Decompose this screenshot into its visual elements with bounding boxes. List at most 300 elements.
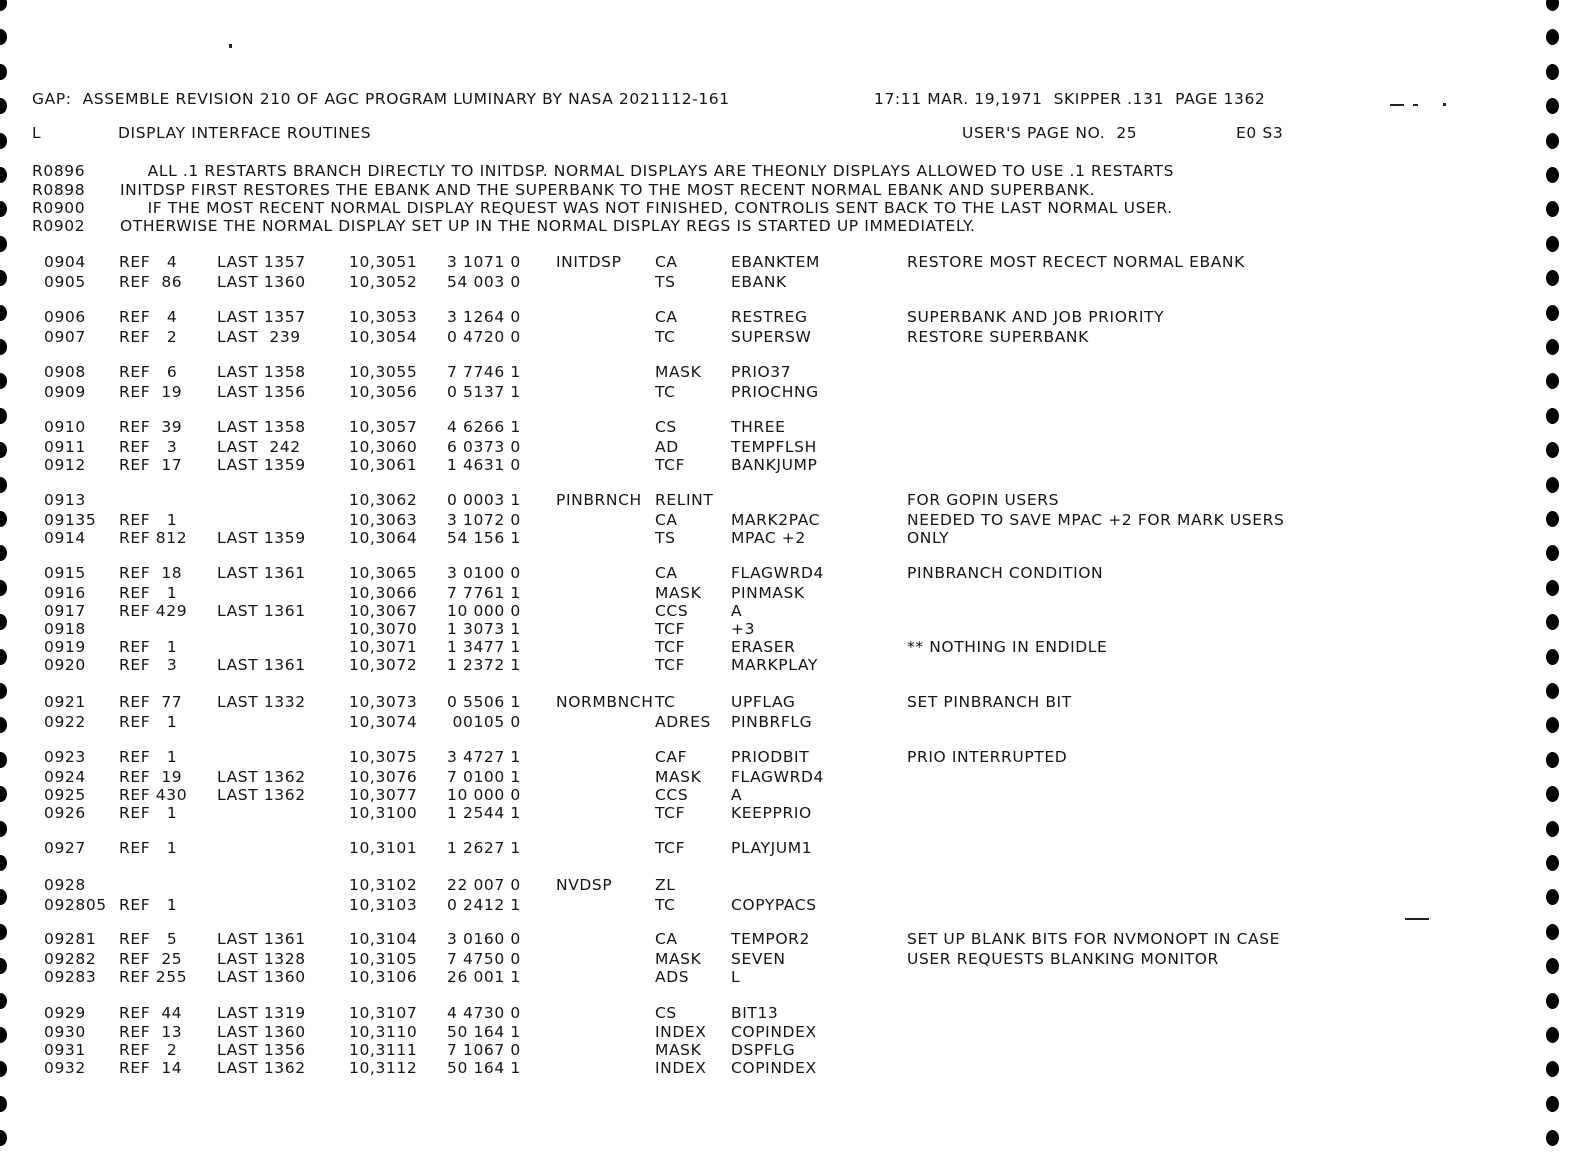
operand: A: [731, 786, 743, 804]
opcode: MASK: [655, 584, 702, 602]
feed-hole: [1546, 614, 1559, 630]
octal-word: 1 2627 1: [447, 839, 521, 857]
octal-word: 50 164 1: [447, 1059, 521, 1077]
feed-hole: [1546, 339, 1559, 355]
octal-word: 4 6266 1: [447, 418, 521, 436]
ref-count: REF 4: [119, 308, 178, 326]
feed-hole: [1546, 1061, 1559, 1077]
paper-speck: [1443, 103, 1446, 106]
line-number: 09283: [44, 968, 97, 986]
address: 10,3060: [349, 438, 418, 456]
opcode: RELINT: [655, 491, 714, 509]
last-ref: LAST 1359: [217, 529, 306, 547]
header-date-page: 17:11 MAR. 19,1971 SKIPPER .131 PAGE 1362: [874, 90, 1266, 108]
operand: MARK2PAC: [731, 511, 821, 529]
address: 10,3062: [349, 491, 418, 509]
remark-text: INITDSP FIRST RESTORES THE EBANK AND THE SUPERBANK TO THE MOST RECENT NORMAL EBANK AND SUPERBANK.: [120, 181, 1096, 199]
last-ref: LAST 242: [217, 438, 301, 456]
ref-count: REF 430: [119, 786, 188, 804]
ref-count: REF 255: [119, 968, 188, 986]
octal-word: 3 1072 0: [447, 511, 521, 529]
address: 10,3061: [349, 456, 418, 474]
feed-hole: [1546, 133, 1559, 149]
feed-hole: [0, 821, 7, 837]
ref-count: REF 812: [119, 529, 188, 547]
paper-speck: [1390, 104, 1404, 106]
feed-hole: [0, 1130, 7, 1146]
comment: SET UP BLANK BITS FOR NVMONOPT IN CASE: [907, 930, 1281, 948]
feed-hole: [0, 924, 7, 940]
comment: USER REQUESTS BLANKING MONITOR: [907, 950, 1219, 968]
paper-speck: [1413, 104, 1418, 106]
feed-hole: [1546, 1130, 1559, 1146]
feed-hole: [0, 511, 7, 527]
operand: TEMPFLSH: [731, 438, 817, 456]
feed-hole: [0, 442, 7, 458]
ref-count: REF 13: [119, 1023, 183, 1041]
operand: BANKJUMP: [731, 456, 818, 474]
opcode: CCS: [655, 786, 689, 804]
address: 10,3074: [349, 713, 418, 731]
line-number: 0927: [44, 839, 86, 857]
feed-hole: [1546, 0, 1559, 11]
opcode: CA: [655, 564, 678, 582]
feed-hole: [0, 993, 7, 1009]
last-ref: LAST 1358: [217, 418, 306, 436]
feed-hole: [0, 717, 7, 733]
ref-count: REF 1: [119, 713, 178, 731]
opcode: CS: [655, 418, 677, 436]
operand: A: [731, 602, 743, 620]
octal-word: 1 2544 1: [447, 804, 521, 822]
ref-count: REF 19: [119, 383, 183, 401]
feed-hole: [1546, 270, 1559, 286]
line-number: 0923: [44, 748, 86, 766]
feed-hole: [0, 580, 7, 596]
feed-hole: [0, 305, 7, 321]
feed-hole: [0, 752, 7, 768]
opcode: TCF: [655, 456, 686, 474]
feed-hole: [1546, 477, 1559, 493]
log-letter: L: [32, 124, 42, 142]
last-ref: LAST 1360: [217, 1023, 306, 1041]
comment: RESTORE SUPERBANK: [907, 328, 1089, 346]
address: 10,3106: [349, 968, 418, 986]
feed-hole: [0, 649, 7, 665]
opcode: INDEX: [655, 1023, 707, 1041]
operand: FLAGWRD4: [731, 564, 824, 582]
line-number: 09281: [44, 930, 97, 948]
line-number: 0905: [44, 273, 86, 291]
last-ref: LAST 1361: [217, 602, 306, 620]
line-number: 0914: [44, 529, 86, 547]
feed-hole: [1546, 236, 1559, 252]
octal-word: 54 003 0: [447, 273, 521, 291]
opcode: TC: [655, 693, 676, 711]
address: 10,3064: [349, 529, 418, 547]
address: 10,3054: [349, 328, 418, 346]
octal-word: 1 2372 1: [447, 656, 521, 674]
remark-id: R0900: [32, 199, 86, 217]
comment: NEEDED TO SAVE MPAC +2 FOR MARK USERS: [907, 511, 1285, 529]
paper-speck: [1405, 918, 1429, 920]
feed-hole: [1546, 889, 1559, 905]
line-number: 0911: [44, 438, 86, 456]
opcode: TS: [655, 529, 676, 547]
ref-count: REF 17: [119, 456, 183, 474]
ref-count: REF 3: [119, 438, 178, 456]
comment: SUPERBANK AND JOB PRIORITY: [907, 308, 1165, 326]
feed-hole: [1546, 64, 1559, 80]
feed-hole: [0, 236, 7, 252]
octal-word: 00105 0: [447, 713, 521, 731]
opcode: TC: [655, 896, 676, 914]
opcode: CCS: [655, 602, 689, 620]
line-number: 0928: [44, 876, 86, 894]
feed-hole: [0, 29, 7, 45]
ref-count: REF 1: [119, 584, 178, 602]
octal-word: 10 000 0: [447, 602, 521, 620]
opcode: TCF: [655, 839, 686, 857]
opcode: MASK: [655, 768, 702, 786]
feed-hole: [0, 270, 7, 286]
operand: EBANK: [731, 273, 787, 291]
feed-hole: [1546, 442, 1559, 458]
paper-speck: [229, 44, 232, 48]
line-number: 0920: [44, 656, 86, 674]
ref-count: REF 77: [119, 693, 183, 711]
address: 10,3100: [349, 804, 418, 822]
comment: PRIO INTERRUPTED: [907, 748, 1068, 766]
address: 10,3101: [349, 839, 418, 857]
ref-count: REF 5: [119, 930, 178, 948]
last-ref: LAST 1328: [217, 950, 306, 968]
feed-hole: [0, 408, 7, 424]
operand: ERASER: [731, 638, 796, 656]
feed-hole: [1546, 855, 1559, 871]
operand: PINBRFLG: [731, 713, 813, 731]
address: 10,3076: [349, 768, 418, 786]
address: 10,3051: [349, 253, 418, 271]
opcode: TS: [655, 273, 676, 291]
octal-word: 1 3073 1: [447, 620, 521, 638]
feed-hole: [1546, 993, 1559, 1009]
feed-hole: [1546, 29, 1559, 45]
last-ref: LAST 1332: [217, 693, 306, 711]
octal-word: 10 000 0: [447, 786, 521, 804]
feed-hole: [0, 339, 7, 355]
comment: SET PINBRANCH BIT: [907, 693, 1072, 711]
octal-word: 3 0100 0: [447, 564, 521, 582]
ref-count: REF 86: [119, 273, 183, 291]
feed-hole: [1546, 201, 1559, 217]
address: 10,3070: [349, 620, 418, 638]
last-ref: LAST 1362: [217, 768, 306, 786]
ref-count: REF 1: [119, 896, 178, 914]
ref-count: REF 1: [119, 839, 178, 857]
opcode: MASK: [655, 950, 702, 968]
line-number: 0919: [44, 638, 86, 656]
opcode: CAF: [655, 748, 688, 766]
ref-count: REF 18: [119, 564, 183, 582]
last-ref: LAST 1361: [217, 656, 306, 674]
last-ref: LAST 1362: [217, 786, 306, 804]
feed-hole: [0, 1061, 7, 1077]
opcode: TCF: [655, 656, 686, 674]
feed-hole: [0, 1096, 7, 1112]
feed-hole: [1546, 649, 1559, 665]
last-ref: LAST 239: [217, 328, 301, 346]
address: 10,3104: [349, 930, 418, 948]
address: 10,3075: [349, 748, 418, 766]
label: INITDSP: [556, 253, 622, 271]
octal-word: 0 2412 1: [447, 896, 521, 914]
octal-word: 3 0160 0: [447, 930, 521, 948]
feed-hole: [0, 855, 7, 871]
feed-hole: [1546, 373, 1559, 389]
feed-hole: [1546, 1027, 1559, 1043]
octal-word: 0 5137 1: [447, 383, 521, 401]
octal-word: 3 1071 0: [447, 253, 521, 271]
operand: +3: [731, 620, 756, 638]
opcode: CS: [655, 1004, 677, 1022]
opcode: CA: [655, 511, 678, 529]
octal-word: 54 156 1: [447, 529, 521, 547]
feed-hole: [1546, 511, 1559, 527]
operand: PRIODBIT: [731, 748, 810, 766]
users-page-number: USER'S PAGE NO. 25: [962, 124, 1138, 142]
feed-hole: [0, 889, 7, 905]
feed-hole: [1546, 98, 1559, 114]
remark-text: ALL .1 RESTARTS BRANCH DIRECTLY TO INITDSP. NORMAL DISPLAYS ARE THEONLY DISPLAYS ALLOWED TO USE .1 RESTARTS: [120, 162, 1175, 180]
last-ref: LAST 1357: [217, 253, 306, 271]
feed-hole: [0, 64, 7, 80]
operand: SEVEN: [731, 950, 786, 968]
address: 10,3112: [349, 1059, 418, 1077]
feed-hole: [1546, 545, 1559, 561]
operand: MPAC +2: [731, 529, 806, 547]
line-number: 0915: [44, 564, 86, 582]
line-number: 0924: [44, 768, 86, 786]
opcode: TC: [655, 383, 676, 401]
line-number: 0921: [44, 693, 86, 711]
address: 10,3056: [349, 383, 418, 401]
last-ref: LAST 1361: [217, 564, 306, 582]
octal-word: 3 1264 0: [447, 308, 521, 326]
octal-word: 50 164 1: [447, 1023, 521, 1041]
remark-id: R0898: [32, 181, 86, 199]
line-number: 0913: [44, 491, 86, 509]
address: 10,3065: [349, 564, 418, 582]
last-ref: LAST 1358: [217, 363, 306, 381]
line-number: 0910: [44, 418, 86, 436]
address: 10,3055: [349, 363, 418, 381]
line-number: 0931: [44, 1041, 86, 1059]
octal-word: 1 3477 1: [447, 638, 521, 656]
feed-hole: [0, 958, 7, 974]
feed-hole: [1546, 717, 1559, 733]
operand: PLAYJUM1: [731, 839, 813, 857]
operand: PRIOCHNG: [731, 383, 819, 401]
ref-count: REF 3: [119, 656, 178, 674]
line-number: 09135: [44, 511, 97, 529]
remark-id: R0896: [32, 162, 86, 180]
feed-hole: [0, 477, 7, 493]
feed-hole: [1546, 167, 1559, 183]
address: 10,3053: [349, 308, 418, 326]
ref-count: REF 1: [119, 804, 178, 822]
comment: ** NOTHING IN ENDIDLE: [907, 638, 1108, 656]
operand: THREE: [731, 418, 786, 436]
comment: FOR GOPIN USERS: [907, 491, 1060, 509]
ref-count: REF 1: [119, 638, 178, 656]
feed-hole: [1546, 683, 1559, 699]
opcode: ZL: [655, 876, 676, 894]
octal-word: 7 4750 0: [447, 950, 521, 968]
comment: RESTORE MOST RECECT NORMAL EBANK: [907, 253, 1245, 271]
feed-hole: [1546, 821, 1559, 837]
line-number: 0929: [44, 1004, 86, 1022]
operand: FLAGWRD4: [731, 768, 824, 786]
line-number: 092805: [44, 896, 107, 914]
address: 10,3073: [349, 693, 418, 711]
feed-hole: [1546, 305, 1559, 321]
opcode: AD: [655, 438, 679, 456]
opcode: INDEX: [655, 1059, 707, 1077]
operand: KEEPPRIO: [731, 804, 812, 822]
label: NVDSP: [556, 876, 613, 894]
octal-word: 4 4730 0: [447, 1004, 521, 1022]
feed-hole: [0, 786, 7, 802]
octal-word: 26 001 1: [447, 968, 521, 986]
comment: ONLY: [907, 529, 950, 547]
label: PINBRNCH: [556, 491, 642, 509]
ref-count: REF 4: [119, 253, 178, 271]
operand: SUPERSW: [731, 328, 812, 346]
octal-word: 3 4727 1: [447, 748, 521, 766]
ref-count: REF 2: [119, 328, 178, 346]
ref-count: REF 14: [119, 1059, 183, 1077]
address: 10,3105: [349, 950, 418, 968]
address: 10,3107: [349, 1004, 418, 1022]
feed-hole: [0, 1027, 7, 1043]
opcode: TC: [655, 328, 676, 346]
line-number: 09282: [44, 950, 97, 968]
operand: TEMPOR2: [731, 930, 811, 948]
line-number: 0906: [44, 308, 86, 326]
header-title: GAP: ASSEMBLE REVISION 210 OF AGC PROGRAM LUMINARY BY NASA 2021112-161: [32, 90, 730, 108]
operand: DSPFLG: [731, 1041, 796, 1059]
opcode: MASK: [655, 363, 702, 381]
octal-word: 7 1067 0: [447, 1041, 521, 1059]
octal-word: 22 007 0: [447, 876, 521, 894]
opcode: CA: [655, 253, 678, 271]
opcode: ADRES: [655, 713, 711, 731]
opcode: TCF: [655, 638, 686, 656]
ref-count: REF 429: [119, 602, 188, 620]
line-number: 0918: [44, 620, 86, 638]
feed-hole: [1546, 752, 1559, 768]
line-number: 0916: [44, 584, 86, 602]
ref-count: REF 1: [119, 511, 178, 529]
feed-hole: [1546, 408, 1559, 424]
opcode: ADS: [655, 968, 690, 986]
feed-hole: [0, 373, 7, 389]
ref-count: REF 25: [119, 950, 183, 968]
last-ref: LAST 1319: [217, 1004, 306, 1022]
line-number: 0930: [44, 1023, 86, 1041]
feed-hole: [0, 0, 7, 11]
line-number: 0917: [44, 602, 86, 620]
address: 10,3071: [349, 638, 418, 656]
address: 10,3057: [349, 418, 418, 436]
address: 10,3111: [349, 1041, 418, 1059]
operand: MARKPLAY: [731, 656, 818, 674]
line-number: 0912: [44, 456, 86, 474]
line-number: 0904: [44, 253, 86, 271]
address: 10,3052: [349, 273, 418, 291]
remark-text: IF THE MOST RECENT NORMAL DISPLAY REQUEST WAS NOT FINISHED, CONTROLIS SENT BACK TO THE LAST NORMAL USER.: [120, 199, 1173, 217]
address: 10,3063: [349, 511, 418, 529]
ref-count: REF 6: [119, 363, 178, 381]
line-number: 0922: [44, 713, 86, 731]
octal-word: 0 4720 0: [447, 328, 521, 346]
remark-text: OTHERWISE THE NORMAL DISPLAY SET UP IN THE NORMAL DISPLAY REGS IS STARTED UP IMMEDIATELY.: [120, 217, 976, 235]
opcode: CA: [655, 930, 678, 948]
octal-word: 1 4631 0: [447, 456, 521, 474]
feed-hole: [0, 683, 7, 699]
feed-hole: [1546, 580, 1559, 596]
last-ref: LAST 1357: [217, 308, 306, 326]
operand: COPINDEX: [731, 1023, 817, 1041]
operand: COPYPACS: [731, 896, 817, 914]
octal-word: 7 7761 1: [447, 584, 521, 602]
octal-word: 0 0003 1: [447, 491, 521, 509]
comment: PINBRANCH CONDITION: [907, 564, 1104, 582]
opcode: TCF: [655, 620, 686, 638]
octal-word: 0 5506 1: [447, 693, 521, 711]
line-number: 0907: [44, 328, 86, 346]
last-ref: LAST 1356: [217, 383, 306, 401]
operand: BIT13: [731, 1004, 779, 1022]
operand: EBANKTEM: [731, 253, 821, 271]
octal-word: 7 0100 1: [447, 768, 521, 786]
address: 10,3103: [349, 896, 418, 914]
section-title: DISPLAY INTERFACE ROUTINES: [118, 124, 372, 142]
ref-count: REF 39: [119, 418, 183, 436]
octal-word: 6 0373 0: [447, 438, 521, 456]
address: 10,3110: [349, 1023, 418, 1041]
operand: PINMASK: [731, 584, 805, 602]
address: 10,3066: [349, 584, 418, 602]
page-code: E0 S3: [1236, 124, 1284, 142]
ref-count: REF 2: [119, 1041, 178, 1059]
last-ref: LAST 1360: [217, 273, 306, 291]
last-ref: LAST 1360: [217, 968, 306, 986]
line-number: 0926: [44, 804, 86, 822]
address: 10,3067: [349, 602, 418, 620]
feed-hole: [1546, 1096, 1559, 1112]
opcode: MASK: [655, 1041, 702, 1059]
feed-hole: [1546, 958, 1559, 974]
ref-count: REF 19: [119, 768, 183, 786]
operand: COPINDEX: [731, 1059, 817, 1077]
operand: PRIO37: [731, 363, 792, 381]
operand: L: [731, 968, 741, 986]
ref-count: REF 44: [119, 1004, 183, 1022]
feed-hole: [0, 614, 7, 630]
remark-id: R0902: [32, 217, 86, 235]
